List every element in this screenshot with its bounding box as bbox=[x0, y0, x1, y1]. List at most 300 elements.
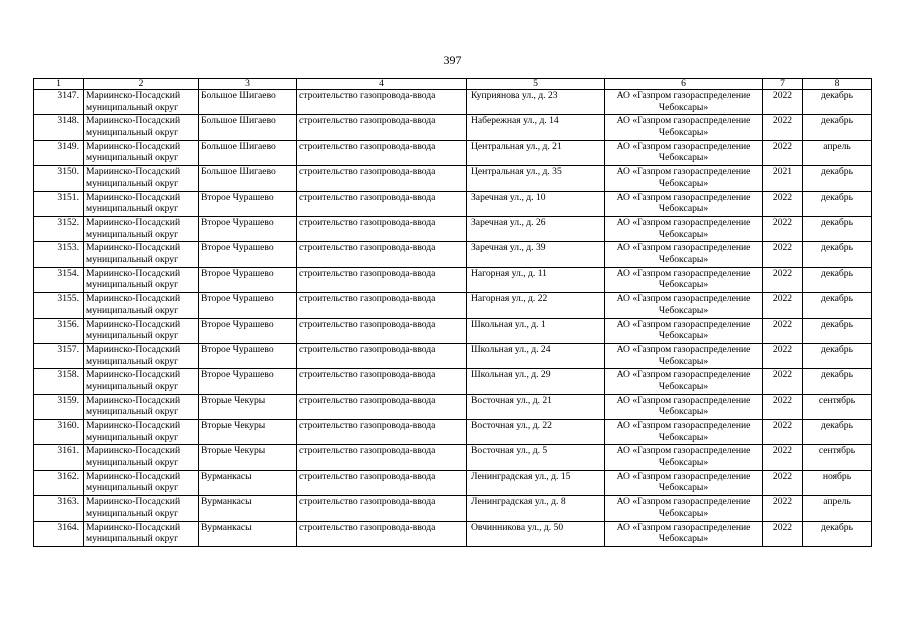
district-text: Мариинско-Посадский bbox=[86, 420, 181, 432]
year-cell bbox=[763, 343, 803, 368]
table-row bbox=[34, 445, 872, 470]
district-text: Мариинско-Посадский bbox=[86, 369, 181, 381]
month-text: апрель bbox=[823, 496, 851, 508]
address-cell bbox=[467, 521, 605, 546]
year-cell bbox=[763, 521, 803, 546]
district-text: муниципальный округ bbox=[86, 126, 179, 138]
page-number: 397 bbox=[443, 53, 462, 67]
column-header: 6 bbox=[605, 79, 763, 90]
organization-cell bbox=[605, 394, 763, 419]
organization-text: Чебоксары» bbox=[658, 330, 709, 342]
month-cell bbox=[803, 318, 872, 343]
organization-cell bbox=[605, 267, 763, 292]
year-text: 2022 bbox=[772, 242, 793, 254]
district-text: Мариинско-Посадский bbox=[86, 445, 181, 457]
district-cell bbox=[84, 140, 199, 165]
work-type-cell bbox=[297, 242, 467, 267]
column-header: 8 bbox=[803, 79, 872, 90]
district-cell bbox=[84, 470, 199, 495]
row-number-text: 3160. bbox=[57, 420, 79, 432]
locality-text: Вурманкасы bbox=[201, 521, 252, 533]
table-row bbox=[34, 115, 872, 140]
locality-text: Большое Шигаево bbox=[201, 166, 276, 178]
month-cell bbox=[803, 191, 872, 216]
locality-text: Вторые Чекуры bbox=[201, 445, 266, 457]
year-text: 2022 bbox=[772, 191, 793, 203]
district-cell bbox=[84, 369, 199, 394]
locality-text: Второе Чурашево bbox=[201, 318, 274, 330]
district-cell bbox=[84, 216, 199, 241]
work-type-text: строительство газопровода-ввода bbox=[299, 166, 436, 178]
district-text: муниципальный округ bbox=[86, 431, 179, 443]
organization-text: Чебоксары» bbox=[658, 355, 709, 367]
work-type-cell bbox=[297, 445, 467, 470]
work-type-cell bbox=[297, 216, 467, 241]
locality-text: Вторые Чекуры bbox=[201, 420, 266, 432]
table-row bbox=[34, 267, 872, 292]
address-cell bbox=[467, 318, 605, 343]
locality-cell bbox=[199, 445, 297, 470]
row-number-text: 3155. bbox=[57, 293, 79, 305]
year-cell bbox=[763, 191, 803, 216]
address-cell bbox=[467, 166, 605, 191]
locality-text: Второе Чурашево bbox=[201, 293, 274, 305]
year-text: 2022 bbox=[772, 343, 793, 355]
month-cell bbox=[803, 216, 872, 241]
row-number-cell bbox=[34, 521, 84, 546]
table-row bbox=[34, 166, 872, 191]
month-cell bbox=[803, 521, 872, 546]
locality-cell bbox=[199, 191, 297, 216]
district-cell bbox=[84, 420, 199, 445]
address-text: Заречная ул., д. 26 bbox=[471, 216, 546, 228]
locality-cell bbox=[199, 496, 297, 521]
locality-text: Большое Шигаево bbox=[201, 90, 276, 101]
table-row bbox=[34, 343, 872, 368]
work-type-text: строительство газопровода-ввода bbox=[299, 267, 436, 279]
year-text: 2022 bbox=[772, 318, 793, 330]
district-cell bbox=[84, 445, 199, 470]
year-cell bbox=[763, 318, 803, 343]
locality-text: Второе Чурашево bbox=[201, 369, 274, 381]
address-text: Восточная ул., д. 21 bbox=[471, 394, 552, 406]
month-cell bbox=[803, 369, 872, 394]
district-text: Мариинско-Посадский bbox=[86, 394, 181, 406]
locality-cell bbox=[199, 394, 297, 419]
month-text: декабрь bbox=[821, 90, 853, 101]
locality-cell bbox=[199, 369, 297, 394]
row-number-text: 3162. bbox=[57, 470, 79, 482]
month-text: декабрь bbox=[821, 216, 853, 228]
address-text: Ленинградская ул., д. 15 bbox=[471, 470, 571, 482]
year-text: 2022 bbox=[772, 267, 793, 279]
work-type-text: строительство газопровода-ввода bbox=[299, 318, 436, 330]
organization-cell bbox=[605, 521, 763, 546]
locality-cell bbox=[199, 115, 297, 140]
table-row bbox=[34, 470, 872, 495]
month-text: декабрь bbox=[821, 115, 853, 127]
address-text: Школьная ул., д. 24 bbox=[471, 343, 551, 355]
district-cell bbox=[84, 394, 199, 419]
district-text: Мариинско-Посадский bbox=[86, 343, 181, 355]
district-cell bbox=[84, 293, 199, 318]
district-text: Мариинско-Посадский bbox=[86, 140, 181, 152]
table-row bbox=[34, 318, 872, 343]
row-number-cell bbox=[34, 369, 84, 394]
row-number-cell bbox=[34, 166, 84, 191]
work-type-text: строительство газопровода-ввода bbox=[299, 496, 436, 508]
year-cell bbox=[763, 496, 803, 521]
month-text: апрель bbox=[823, 140, 851, 152]
locality-cell bbox=[199, 293, 297, 318]
year-cell bbox=[763, 369, 803, 394]
district-text: Мариинско-Посадский bbox=[86, 470, 181, 482]
year-text: 2022 bbox=[772, 496, 793, 508]
organization-text: АО «Газпром газораспределение bbox=[616, 293, 751, 305]
row-number-cell bbox=[34, 267, 84, 292]
district-text: муниципальный округ bbox=[86, 304, 179, 316]
table-row bbox=[34, 293, 872, 318]
row-number-cell bbox=[34, 420, 84, 445]
year-text: 2022 bbox=[772, 420, 793, 432]
month-cell bbox=[803, 496, 872, 521]
column-header: 2 bbox=[84, 79, 199, 90]
work-type-cell bbox=[297, 90, 467, 115]
district-text: Мариинско-Посадский bbox=[86, 90, 181, 101]
work-type-cell bbox=[297, 166, 467, 191]
district-cell bbox=[84, 191, 199, 216]
work-type-cell bbox=[297, 267, 467, 292]
work-type-cell bbox=[297, 191, 467, 216]
district-text: муниципальный округ bbox=[86, 279, 179, 291]
organization-text: Чебоксары» bbox=[658, 457, 709, 469]
organization-text: АО «Газпром газораспределение bbox=[616, 140, 751, 152]
organization-text: Чебоксары» bbox=[658, 482, 709, 494]
address-text: Ленинградская ул., д. 8 bbox=[471, 496, 566, 508]
organization-text: Чебоксары» bbox=[658, 203, 709, 215]
locality-cell bbox=[199, 166, 297, 191]
gas-pipeline-table bbox=[33, 78, 872, 547]
month-cell bbox=[803, 420, 872, 445]
organization-text: Чебоксары» bbox=[658, 152, 709, 164]
organization-cell bbox=[605, 90, 763, 115]
address-cell bbox=[467, 496, 605, 521]
address-cell bbox=[467, 470, 605, 495]
locality-text: Второе Чурашево bbox=[201, 216, 274, 228]
work-type-text: строительство газопровода-ввода bbox=[299, 343, 436, 355]
month-text: декабрь bbox=[821, 420, 853, 432]
row-number-cell bbox=[34, 470, 84, 495]
work-type-cell bbox=[297, 369, 467, 394]
year-cell bbox=[763, 115, 803, 140]
row-number-cell bbox=[34, 242, 84, 267]
district-text: муниципальный округ bbox=[86, 533, 179, 545]
year-cell bbox=[763, 216, 803, 241]
row-number-cell bbox=[34, 90, 84, 115]
organization-text: АО «Газпром газораспределение bbox=[616, 496, 751, 508]
year-text: 2022 bbox=[772, 216, 793, 228]
organization-text: Чебоксары» bbox=[658, 431, 709, 443]
row-number-cell bbox=[34, 191, 84, 216]
row-number-text: 3157. bbox=[57, 343, 79, 355]
work-type-text: строительство газопровода-ввода bbox=[299, 470, 436, 482]
organization-text: Чебоксары» bbox=[658, 228, 709, 240]
organization-text: Чебоксары» bbox=[658, 406, 709, 418]
address-cell bbox=[467, 115, 605, 140]
year-cell bbox=[763, 242, 803, 267]
month-text: ноябрь bbox=[822, 470, 852, 482]
row-number-text: 3151. bbox=[57, 191, 79, 203]
organization-cell bbox=[605, 191, 763, 216]
row-number-text: 3147. bbox=[57, 90, 79, 101]
organization-text: Чебоксары» bbox=[658, 304, 709, 316]
organization-text: АО «Газпром газораспределение bbox=[616, 191, 751, 203]
month-text: декабрь bbox=[821, 369, 853, 381]
table-row bbox=[34, 420, 872, 445]
work-type-cell bbox=[297, 115, 467, 140]
organization-text: Чебоксары» bbox=[658, 177, 709, 189]
district-text: муниципальный округ bbox=[86, 507, 179, 519]
address-text: Заречная ул., д. 39 bbox=[471, 242, 546, 254]
table-row bbox=[34, 216, 872, 241]
year-text: 2022 bbox=[772, 115, 793, 127]
work-type-text: строительство газопровода-ввода bbox=[299, 242, 436, 254]
address-cell bbox=[467, 343, 605, 368]
work-type-text: строительство газопровода-ввода bbox=[299, 394, 436, 406]
month-cell bbox=[803, 445, 872, 470]
organization-cell bbox=[605, 318, 763, 343]
work-type-cell bbox=[297, 140, 467, 165]
locality-text: Второе Чурашево bbox=[201, 191, 274, 203]
locality-cell bbox=[199, 521, 297, 546]
organization-cell bbox=[605, 420, 763, 445]
organization-text: АО «Газпром газораспределение bbox=[616, 445, 751, 457]
locality-cell bbox=[199, 267, 297, 292]
column-header: 3 bbox=[199, 79, 297, 90]
year-cell bbox=[763, 140, 803, 165]
locality-cell bbox=[199, 420, 297, 445]
organization-cell bbox=[605, 115, 763, 140]
district-text: муниципальный округ bbox=[86, 457, 179, 469]
year-cell bbox=[763, 267, 803, 292]
year-text: 2022 bbox=[772, 90, 793, 101]
district-cell bbox=[84, 318, 199, 343]
organization-text: Чебоксары» bbox=[658, 253, 709, 265]
organization-cell bbox=[605, 445, 763, 470]
month-cell bbox=[803, 293, 872, 318]
year-cell bbox=[763, 420, 803, 445]
year-cell bbox=[763, 90, 803, 115]
row-number-text: 3148. bbox=[57, 115, 79, 127]
month-text: сентябрь bbox=[818, 394, 856, 406]
column-header: 7 bbox=[763, 79, 803, 90]
row-number-cell bbox=[34, 343, 84, 368]
district-text: муниципальный округ bbox=[86, 203, 179, 215]
year-text: 2022 bbox=[772, 445, 793, 457]
table-row bbox=[34, 496, 872, 521]
year-text: 2022 bbox=[772, 140, 793, 152]
address-cell bbox=[467, 369, 605, 394]
organization-text: Чебоксары» bbox=[658, 507, 709, 519]
year-text: 2022 bbox=[772, 293, 793, 305]
table-row bbox=[34, 521, 872, 546]
month-cell bbox=[803, 267, 872, 292]
locality-text: Вурманкасы bbox=[201, 470, 252, 482]
work-type-cell bbox=[297, 394, 467, 419]
district-cell bbox=[84, 267, 199, 292]
month-text: декабрь bbox=[821, 267, 853, 279]
organization-text: АО «Газпром газораспределение bbox=[616, 166, 751, 178]
district-text: Мариинско-Посадский bbox=[86, 115, 181, 127]
row-number-text: 3150. bbox=[57, 166, 79, 178]
organization-cell bbox=[605, 293, 763, 318]
address-cell bbox=[467, 267, 605, 292]
district-text: Мариинско-Посадский bbox=[86, 267, 181, 279]
table-row bbox=[34, 140, 872, 165]
address-text: Нагорная ул., д. 11 bbox=[471, 267, 547, 279]
district-cell bbox=[84, 496, 199, 521]
locality-cell bbox=[199, 216, 297, 241]
year-text: 2021 bbox=[772, 166, 793, 178]
address-text: Восточная ул., д. 5 bbox=[471, 445, 548, 457]
work-type-text: строительство газопровода-ввода bbox=[299, 191, 436, 203]
address-text: Школьная ул., д. 29 bbox=[471, 369, 551, 381]
work-type-text: строительство газопровода-ввода bbox=[299, 445, 436, 457]
work-type-text: строительство газопровода-ввода bbox=[299, 115, 436, 127]
work-type-text: строительство газопровода-ввода bbox=[299, 369, 436, 381]
work-type-text: строительство газопровода-ввода bbox=[299, 140, 436, 152]
table-row bbox=[34, 394, 872, 419]
address-cell bbox=[467, 216, 605, 241]
column-header: 4 bbox=[297, 79, 467, 90]
district-text: Мариинско-Посадский bbox=[86, 191, 181, 203]
month-text: декабрь bbox=[821, 293, 853, 305]
month-cell bbox=[803, 90, 872, 115]
locality-cell bbox=[199, 343, 297, 368]
locality-text: Второе Чурашево bbox=[201, 343, 274, 355]
organization-cell bbox=[605, 242, 763, 267]
locality-text: Большое Шигаево bbox=[201, 115, 276, 127]
address-text: Куприянова ул., д. 23 bbox=[471, 90, 558, 101]
district-text: муниципальный округ bbox=[86, 482, 179, 494]
district-text: муниципальный округ bbox=[86, 101, 179, 113]
organization-text: АО «Газпром газораспределение bbox=[616, 521, 751, 533]
organization-text: Чебоксары» bbox=[658, 126, 709, 138]
organization-text: АО «Газпром газораспределение bbox=[616, 216, 751, 228]
district-text: муниципальный округ bbox=[86, 330, 179, 342]
row-number-cell bbox=[34, 496, 84, 521]
work-type-cell bbox=[297, 343, 467, 368]
year-text: 2022 bbox=[772, 521, 793, 533]
row-number-cell bbox=[34, 293, 84, 318]
locality-text: Второе Чурашево bbox=[201, 267, 274, 279]
locality-text: Вторые Чекуры bbox=[201, 394, 266, 406]
address-text: Набережная ул., д. 14 bbox=[471, 115, 559, 127]
district-text: муниципальный округ bbox=[86, 253, 179, 265]
organization-text: АО «Газпром газораспределение bbox=[616, 115, 751, 127]
district-cell bbox=[84, 242, 199, 267]
month-cell bbox=[803, 140, 872, 165]
organization-text: АО «Газпром газораспределение bbox=[616, 470, 751, 482]
row-number-text: 3153. bbox=[57, 242, 79, 254]
address-text: Нагорная ул., д. 22 bbox=[471, 293, 548, 305]
district-text: муниципальный округ bbox=[86, 152, 179, 164]
locality-cell bbox=[199, 90, 297, 115]
district-text: Мариинско-Посадский bbox=[86, 242, 181, 254]
month-text: декабрь bbox=[821, 521, 853, 533]
organization-text: Чебоксары» bbox=[658, 279, 709, 291]
address-cell bbox=[467, 140, 605, 165]
organization-text: Чебоксары» bbox=[658, 533, 709, 545]
work-type-cell bbox=[297, 318, 467, 343]
organization-text: АО «Газпром газораспределение bbox=[616, 420, 751, 432]
address-cell bbox=[467, 191, 605, 216]
district-text: муниципальный округ bbox=[86, 228, 179, 240]
organization-cell bbox=[605, 470, 763, 495]
organization-cell bbox=[605, 343, 763, 368]
row-number-text: 3163. bbox=[57, 496, 79, 508]
row-number-text: 3154. bbox=[57, 267, 79, 279]
work-type-text: строительство газопровода-ввода bbox=[299, 420, 436, 432]
work-type-text: строительство газопровода-ввода bbox=[299, 216, 436, 228]
table-row bbox=[34, 90, 872, 115]
month-text: декабрь bbox=[821, 242, 853, 254]
address-text: Центральная ул., д. 35 bbox=[471, 166, 562, 178]
district-text: Мариинско-Посадский bbox=[86, 216, 181, 228]
row-number-cell bbox=[34, 318, 84, 343]
locality-cell bbox=[199, 242, 297, 267]
organization-cell bbox=[605, 166, 763, 191]
district-cell bbox=[84, 166, 199, 191]
row-number-text: 3156. bbox=[57, 318, 79, 330]
month-text: декабрь bbox=[821, 318, 853, 330]
column-header: 5 bbox=[467, 79, 605, 90]
district-text: муниципальный округ bbox=[86, 355, 179, 367]
work-type-cell bbox=[297, 420, 467, 445]
address-cell bbox=[467, 293, 605, 318]
row-number-cell bbox=[34, 445, 84, 470]
organization-text: Чебоксары» bbox=[658, 101, 709, 113]
organization-text: АО «Газпром газораспределение bbox=[616, 394, 751, 406]
month-cell bbox=[803, 470, 872, 495]
year-text: 2022 bbox=[772, 394, 793, 406]
district-text: муниципальный округ bbox=[86, 380, 179, 392]
column-header: 1 bbox=[34, 79, 84, 90]
address-cell bbox=[467, 90, 605, 115]
organization-text: АО «Газпром газораспределение bbox=[616, 369, 751, 381]
month-text: декабрь bbox=[821, 343, 853, 355]
work-type-cell bbox=[297, 496, 467, 521]
row-number-text: 3152. bbox=[57, 216, 79, 228]
row-number-cell bbox=[34, 394, 84, 419]
month-cell bbox=[803, 343, 872, 368]
organization-text: АО «Газпром газораспределение bbox=[616, 242, 751, 254]
district-text: Мариинско-Посадский bbox=[86, 293, 181, 305]
table-row bbox=[34, 191, 872, 216]
locality-text: Вурманкасы bbox=[201, 496, 252, 508]
district-text: Мариинско-Посадский bbox=[86, 496, 181, 508]
organization-cell bbox=[605, 140, 763, 165]
address-text: Школьная ул., д. 1 bbox=[471, 318, 546, 330]
district-text: муниципальный округ bbox=[86, 406, 179, 418]
month-cell bbox=[803, 394, 872, 419]
work-type-cell bbox=[297, 293, 467, 318]
row-number-text: 3158. bbox=[57, 369, 79, 381]
month-cell bbox=[803, 242, 872, 267]
year-text: 2022 bbox=[772, 369, 793, 381]
row-number-text: 3159. bbox=[57, 394, 79, 406]
address-text: Центральная ул., д. 21 bbox=[471, 140, 562, 152]
